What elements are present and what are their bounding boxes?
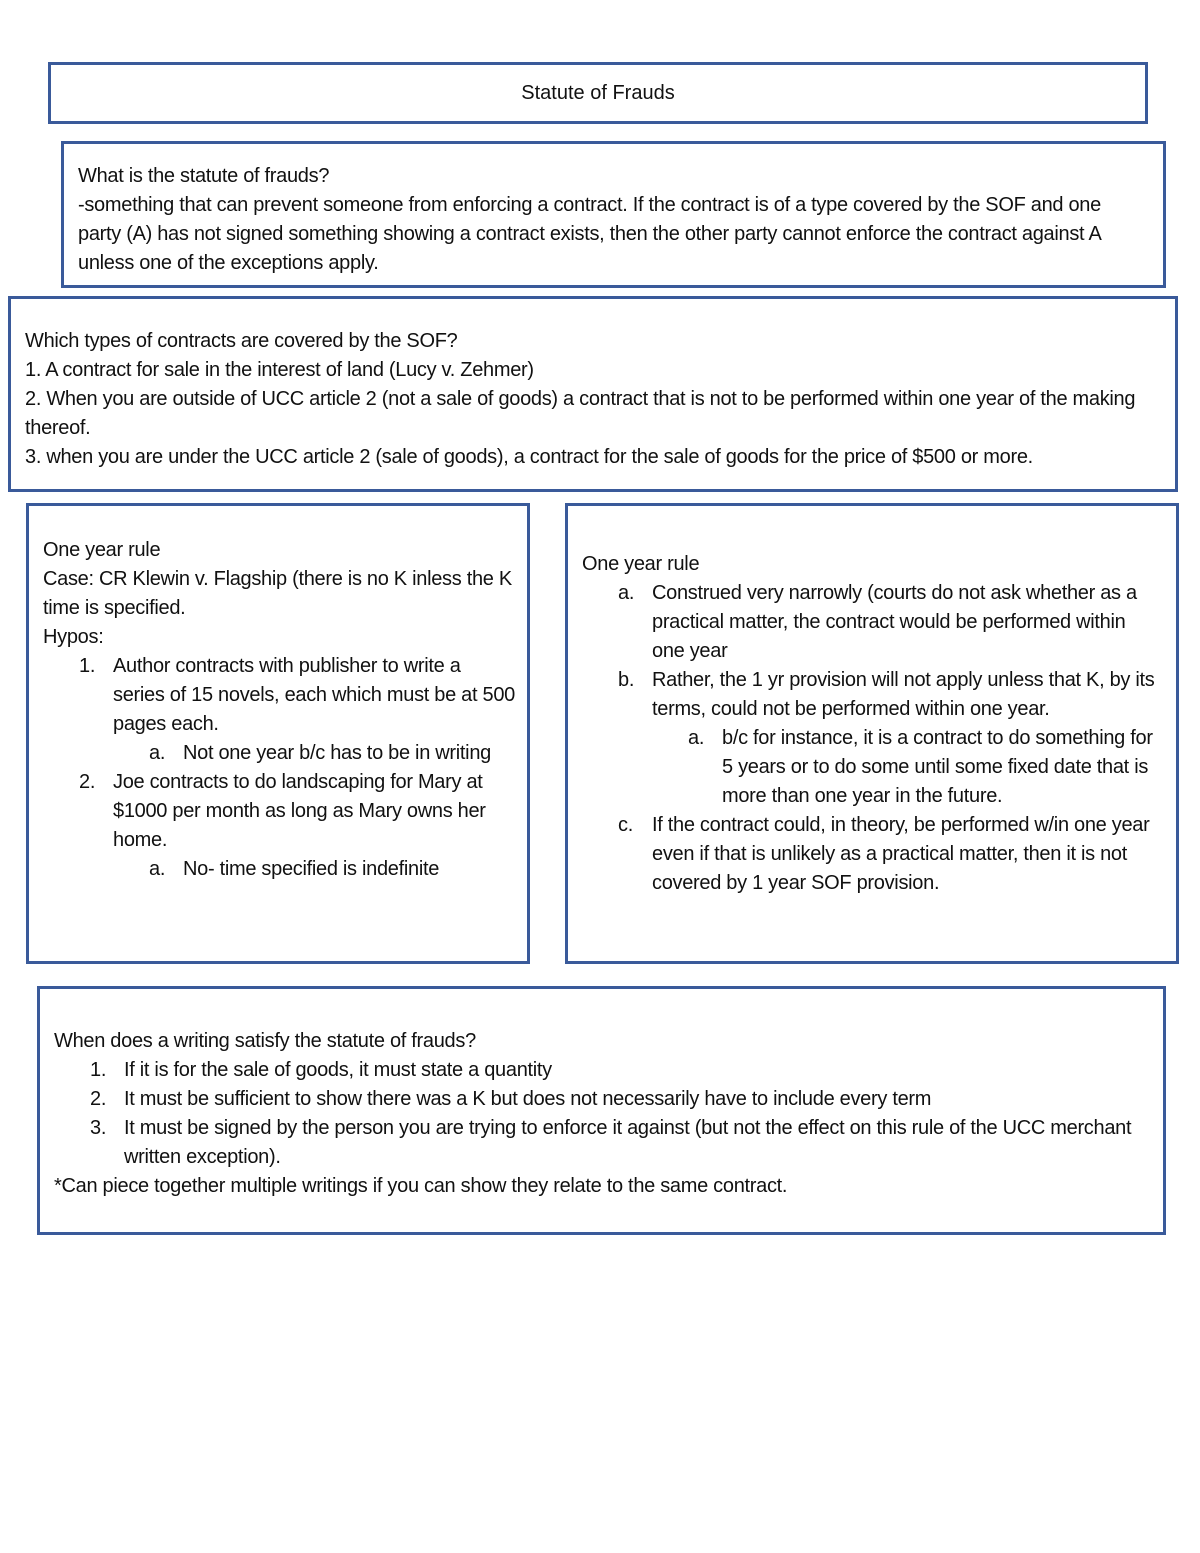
- types-item-2: 2. When you are outside of UCC article 2 (not a sale of goods) a contract that is not to be performed within one year of the making thereof.: [25, 388, 1136, 439]
- writing-item: 2. It must be sufficient to show there was a K but does not necessarily have to include every term: [90, 1088, 932, 1110]
- left-rule-case: Case: CR Klewin v. Flagship (there is no K inless the K time is specified.: [43, 568, 512, 619]
- types-item-1: 1. A contract for sale in the interest of land (Lucy v. Zehmer): [25, 359, 534, 381]
- rule-item: b. Rather, the 1 yr provision will not apply unless that K, by its terms, could not be performed within one year.: [618, 669, 1155, 720]
- what-is-body: -something that can prevent someone from enforcing a contract. If the contract is of a type covered by the SOF and one party (A) has not signed something showing a contract exists, then the other party cannot enforce the contract against A unless one of the exceptions apply.: [78, 194, 1101, 274]
- writing-box: [37, 986, 1166, 1235]
- writing-item: 1. If it is for the sale of goods, it must state a quantity: [90, 1059, 552, 1081]
- rule-sub-item: a. b/c for instance, it is a contract to do something for 5 years or to do some until some fixed date that is more than one year in the future.: [688, 727, 1153, 807]
- writing-heading: When does a writing satisfy the statute of frauds?: [54, 1030, 476, 1052]
- hypo-item: 2. Joe contracts to do landscaping for Mary at $1000 per month as long as Mary owns her home.: [79, 771, 486, 851]
- types-box: [8, 296, 1178, 492]
- rule-item: a. Construed very narrowly (courts do not ask whether as a practical matter, the contract would be performed within one year: [618, 582, 1137, 662]
- types-heading: Which types of contracts are covered by the SOF?: [25, 330, 458, 352]
- left-rule-heading: One year rule: [43, 539, 161, 561]
- hypo-item: 1. Author contracts with publisher to write a series of 15 novels, each which must be at 500 pages each.: [79, 655, 515, 735]
- what-is-heading: What is the statute of frauds?: [78, 165, 330, 187]
- title-box: [48, 62, 1148, 124]
- hypo-sub-item: a. No- time specified is indefinite: [149, 858, 440, 880]
- rule-item: c. If the contract could, in theory, be performed w/in one year even if that is unlikely as a practical matter, then it is not covered by 1 year SOF provision.: [618, 814, 1150, 894]
- hypo-sub-item: a. Not one year b/c has to be in writing: [149, 742, 491, 764]
- what-is-box: [61, 141, 1166, 288]
- page-title: Statute of Frauds: [521, 82, 675, 104]
- hypos-label: Hypos:: [43, 626, 104, 648]
- types-item-3: 3. when you are under the UCC article 2 (sale of goods), a contract for the sale of goods for the price of $500 or more.: [25, 446, 1033, 468]
- writing-note: *Can piece together multiple writings if you can show they relate to the same contract.: [54, 1175, 788, 1197]
- right-rule-heading: One year rule: [582, 553, 700, 575]
- right-rule-box: [565, 503, 1179, 964]
- left-rule-box: [26, 503, 530, 964]
- writing-item: 3. It must be signed by the person you are trying to enforce it against (but not the effect on this rule of the UCC merchant written exception).: [90, 1117, 1132, 1168]
